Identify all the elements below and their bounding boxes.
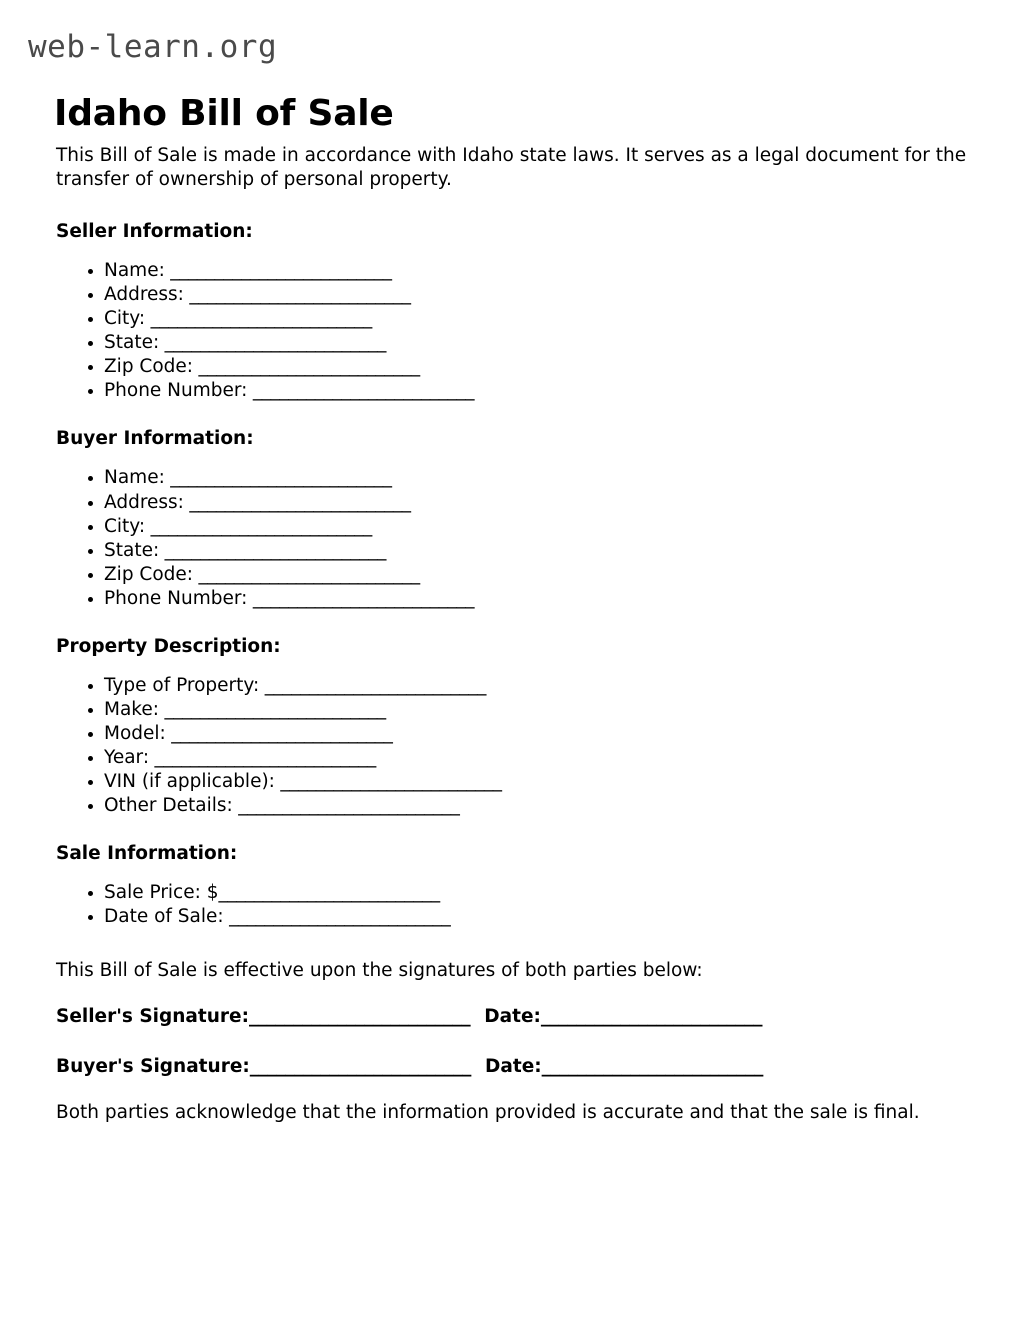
field-blank-line[interactable]: _________________________ <box>223 906 451 928</box>
field-label: Name: <box>104 260 165 282</box>
page-title: Idaho Bill of Sale <box>54 93 394 135</box>
field-label: State: <box>104 539 160 561</box>
buyer-date-blank-line[interactable]: _________________________ <box>541 1056 763 1078</box>
list-item <box>104 746 968 770</box>
field-label: Address: <box>104 284 184 306</box>
field-blank-line[interactable]: _________________________ <box>159 332 386 354</box>
field-label: Date of Sale: <box>104 906 224 928</box>
field-blank-line[interactable]: _________________________ <box>183 491 411 513</box>
field-label: Year: <box>104 746 150 768</box>
list-item <box>104 355 968 379</box>
field-blank-line[interactable]: _________________________ <box>165 722 393 744</box>
section-heading-sale: Sale Information: <box>56 843 238 865</box>
field-blank-line[interactable]: _________________________ <box>232 795 460 817</box>
field-blank-line[interactable]: _________________________ <box>218 882 440 904</box>
list-item <box>104 905 968 929</box>
field-label: Other Details: <box>104 795 233 817</box>
list-item <box>104 307 968 331</box>
field-blank-line[interactable]: _________________________ <box>193 563 420 585</box>
field-label: Zip Code: <box>104 563 194 585</box>
seller-field-list <box>56 259 968 403</box>
section-heading-buyer: Buyer Information: <box>56 428 254 450</box>
seller-date-blank-line[interactable]: _________________________ <box>540 1006 763 1028</box>
field-blank-line[interactable]: _________________________ <box>274 770 502 792</box>
field-label: City: <box>104 515 146 537</box>
section-heading-property: Property Description: <box>56 635 281 657</box>
field-label: Name: <box>104 467 165 489</box>
field-label: Phone Number: <box>104 380 248 402</box>
field-label: Make: <box>104 698 159 720</box>
effective-paragraph: This Bill of Sale is effective upon the signatures of both parties below: <box>56 960 703 982</box>
list-item <box>104 259 968 283</box>
list-item <box>104 539 968 563</box>
list-item <box>104 587 968 611</box>
field-label: Address: <box>104 491 184 513</box>
field-label: Type of Property: <box>104 674 260 696</box>
buyer-signature-blank-line[interactable]: _________________________ <box>249 1056 472 1078</box>
list-item <box>104 770 968 794</box>
signature-block <box>56 1005 968 1079</box>
document-body <box>56 144 968 1125</box>
intro-paragraph: This Bill of Sale is made in accordance with Idaho state laws. It serves as a legal document for the transfer of ownership of personal property. <box>56 145 967 191</box>
field-blank-line[interactable]: _________________________ <box>158 698 386 720</box>
seller-signature-row <box>56 1005 968 1029</box>
section-heading-seller: Seller Information: <box>56 221 253 243</box>
buyer-signature-row <box>56 1055 968 1079</box>
field-label: City: <box>104 308 146 330</box>
field-label: Model: <box>104 722 166 744</box>
field-blank-line[interactable]: _________________________ <box>183 284 411 306</box>
list-item <box>104 794 968 818</box>
field-blank-line[interactable]: _________________________ <box>145 515 372 537</box>
closing-paragraph: Both parties acknowledge that the information provided is accurate and that the sale is final. <box>56 1102 920 1124</box>
field-blank-line[interactable]: _________________________ <box>193 356 420 378</box>
field-blank-line[interactable]: _________________________ <box>247 380 475 402</box>
sale-field-list <box>56 881 968 929</box>
seller-date-label: Date: <box>484 1006 541 1028</box>
field-blank-line[interactable]: _________________________ <box>164 467 392 489</box>
field-label: VIN (if applicable): <box>104 770 275 792</box>
list-item <box>104 722 968 746</box>
seller-signature-blank-line[interactable]: _________________________ <box>249 1006 471 1028</box>
field-blank-line[interactable]: _________________________ <box>164 260 392 282</box>
list-item <box>104 491 968 515</box>
list-item <box>104 881 968 905</box>
list-item <box>104 283 968 307</box>
field-blank-line[interactable]: _________________________ <box>145 308 372 330</box>
field-label: State: <box>104 332 160 354</box>
list-item <box>104 674 968 698</box>
field-label: Sale Price: $ <box>104 882 219 904</box>
seller-signature-label: Seller's Signature: <box>56 1006 249 1028</box>
field-label: Zip Code: <box>104 356 194 378</box>
buyer-field-list <box>56 466 968 610</box>
field-blank-line[interactable]: _________________________ <box>159 539 386 561</box>
property-field-list <box>56 674 968 818</box>
list-item <box>104 563 968 587</box>
list-item <box>104 466 968 490</box>
field-label: Phone Number: <box>104 587 248 609</box>
list-item <box>104 379 968 403</box>
list-item <box>104 515 968 539</box>
field-blank-line[interactable]: _________________________ <box>259 674 486 696</box>
field-blank-line[interactable]: _________________________ <box>149 746 376 768</box>
list-item <box>104 698 968 722</box>
list-item <box>104 331 968 355</box>
buyer-date-label: Date: <box>485 1056 542 1078</box>
site-watermark: web-learn.org <box>28 29 278 65</box>
buyer-signature-label: Buyer's Signature: <box>56 1056 250 1078</box>
field-blank-line[interactable]: _________________________ <box>247 587 475 609</box>
